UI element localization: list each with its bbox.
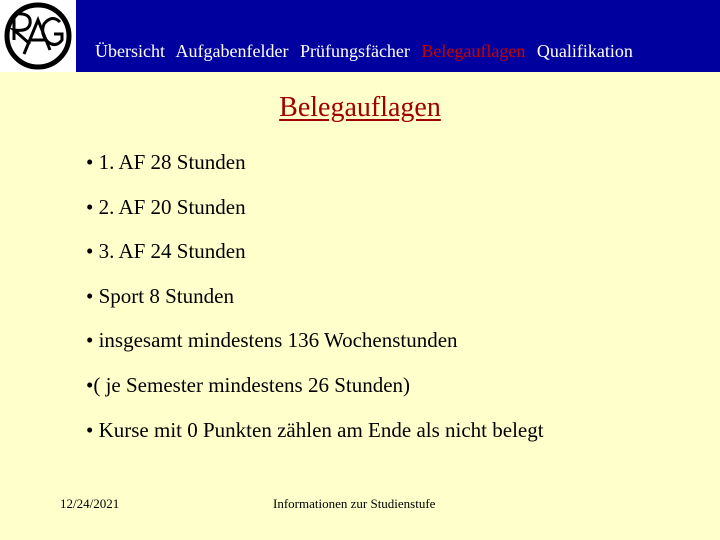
logo-icon <box>0 0 76 72</box>
bullet-item: • 3. AF 24 Stunden <box>86 239 246 264</box>
nav-link-belegauflagen[interactable]: Belegauflagen <box>421 41 526 61</box>
footer-date: 12/24/2021 <box>60 496 120 511</box>
navigation-links <box>95 41 640 62</box>
bullet-item: • 1. AF 28 Stunden <box>86 150 246 174</box>
bullet-list <box>86 148 544 460</box>
bullet-item: • 2. AF 20 Stunden <box>86 194 246 219</box>
slide-title: Belegauflagen <box>279 92 441 123</box>
nav-link-uebersicht[interactable]: Übersicht <box>95 41 165 61</box>
nav-link-aufgabenfelder[interactable]: Aufgabenfelder <box>175 41 289 61</box>
bullet-item: • insgesamt mindestens 136 Wochenstunden <box>86 328 458 353</box>
nav-link-qualifikation[interactable]: Qualifikation <box>536 41 633 61</box>
nav-link-pruefungsfaecher[interactable]: Prüfungsfächer <box>299 41 410 61</box>
bullet-item: • Sport 8 Stunden <box>86 283 234 308</box>
school-logo <box>0 0 76 72</box>
footer-title: Informationen zur Studienstufe <box>273 496 436 511</box>
bullet-item: •( je Semester mindestens 26 Stunden) <box>86 372 411 397</box>
bullet-item: • Kurse mit 0 Punkten zählen am Ende als nicht belegt <box>86 417 544 442</box>
